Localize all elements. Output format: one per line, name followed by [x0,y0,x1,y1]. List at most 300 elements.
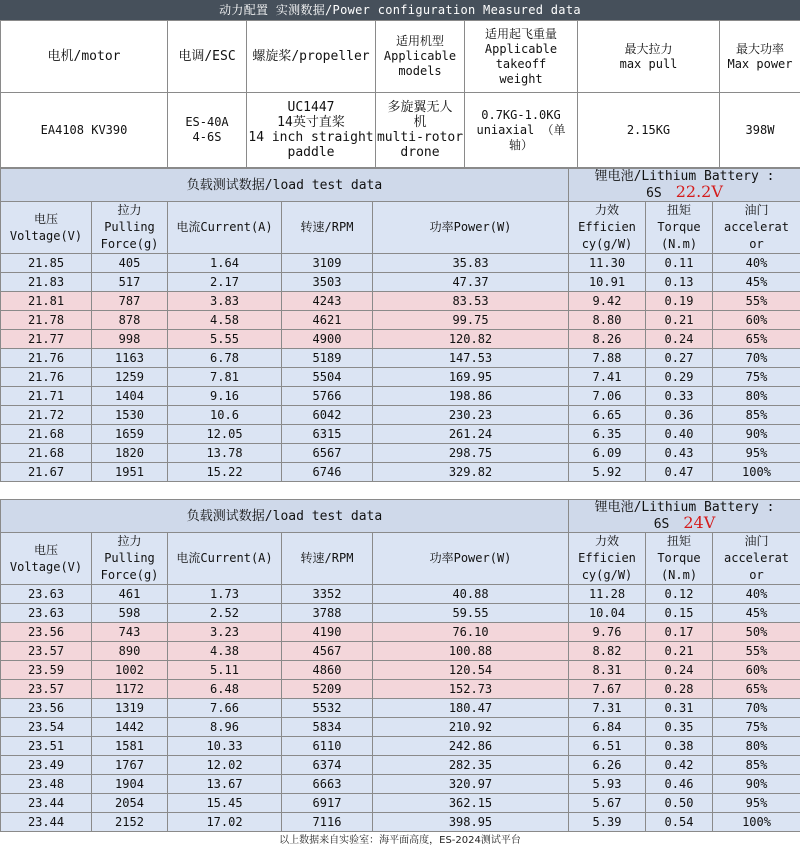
load-test-table [0,168,800,482]
cell-line: Torque [646,219,712,236]
table-row [1,387,800,406]
info-header-cell [465,21,578,93]
table-row [1,775,800,794]
table-cell: 3.83 [168,292,282,311]
table-cell: 100% [713,813,800,832]
table-cell: 3.23 [168,623,282,642]
info-value-cell [168,93,247,168]
table-cell: 21.72 [1,406,92,425]
cell-line: 转速/RPM [282,219,372,236]
cell-line: 14 inch straight [247,130,375,145]
table-cell: 2152 [92,813,168,832]
info-value-cell [247,93,376,168]
table-cell: 1767 [92,756,168,775]
table-cell: 4.58 [168,311,282,330]
table-cell: 0.15 [646,604,713,623]
table-cell: 0.42 [646,756,713,775]
table-cell: 7.31 [569,699,646,718]
table-cell: 70% [713,349,800,368]
table-cell: 10.6 [168,406,282,425]
cell-line: EA4108 KV390 [1,123,167,138]
cell-line: Applicable [376,49,464,64]
table-cell: 7116 [282,813,373,832]
table-cell: 23.51 [1,737,92,756]
table-cell: 21.76 [1,368,92,387]
table-cell: 120.54 [373,661,569,680]
info-header-cell [376,21,465,93]
table-row [1,273,800,292]
battery-label: 锂电池/Lithium Battery : 6S [595,500,775,532]
table-cell: 60% [713,661,800,680]
load-test-table [0,499,800,832]
table-cell: 398.95 [373,813,569,832]
table-cell: 50% [713,623,800,642]
cell-line: Efficien [569,219,645,236]
table-cell: 261.24 [373,425,569,444]
table-cell: 329.82 [373,463,569,482]
cell-line: 油门 [713,202,800,219]
table-cell: 743 [92,623,168,642]
table-cell: 5504 [282,368,373,387]
table-cell: 2.17 [168,273,282,292]
table-cell: 2.52 [168,604,282,623]
cell-line: 轴） [465,138,577,153]
table-row [1,292,800,311]
table-cell: 0.43 [646,444,713,463]
cell-line: Voltage(V) [1,559,91,576]
cell-line: 电压 [1,211,91,228]
table-cell: 21.83 [1,273,92,292]
cell-line: 最大功率 [720,42,800,57]
cell-line: Pulling [92,550,167,567]
cell-line: 适用起飞重量 [465,27,577,42]
table-cell: 90% [713,775,800,794]
table-cell: 23.63 [1,604,92,623]
table-cell: 0.29 [646,368,713,387]
table-cell: 0.40 [646,425,713,444]
column-header [92,533,168,585]
table-cell: 0.13 [646,273,713,292]
cell-line: 电压 [1,542,91,559]
table-cell: 878 [92,311,168,330]
table-cell: 4567 [282,642,373,661]
table-row [1,756,800,775]
table-cell: 152.73 [373,680,569,699]
battery-info [569,500,800,533]
table-cell: 23.48 [1,775,92,794]
table-cell: 23.57 [1,680,92,699]
table-row [1,680,800,699]
table-cell: 83.53 [373,292,569,311]
table-cell: 0.11 [646,254,713,273]
table-cell: 5189 [282,349,373,368]
table-cell: 180.47 [373,699,569,718]
table-row [1,813,800,832]
cell-line: 14英寸直桨 [247,115,375,130]
table-cell: 10.91 [569,273,646,292]
table-cell: 5532 [282,699,373,718]
table-cell: 0.38 [646,737,713,756]
info-header-cell [168,21,247,93]
table-cell: 6315 [282,425,373,444]
cell-line: Force(g) [92,567,167,584]
cell-line: 电流Current(A) [168,219,281,236]
table-cell: 6374 [282,756,373,775]
table-cell: 8.26 [569,330,646,349]
cell-line: models [376,64,464,79]
table-cell: 242.86 [373,737,569,756]
table-cell: 5.67 [569,794,646,813]
column-header [373,202,569,254]
table-cell: 23.44 [1,813,92,832]
table-cell: 17.02 [168,813,282,832]
table-cell: 80% [713,737,800,756]
table-cell: 4621 [282,311,373,330]
cell-line: 机 [376,115,464,130]
cell-line: 力效 [569,533,645,550]
table-cell: 21.68 [1,444,92,463]
footer-note: 以上数据来自实验室：海平面高度，ES-2024测试平台 [0,832,800,849]
table-cell: 23.54 [1,718,92,737]
table-cell: 998 [92,330,168,349]
table-cell: 23.49 [1,756,92,775]
table-cell: 0.50 [646,794,713,813]
table-cell: 405 [92,254,168,273]
column-header [168,202,282,254]
table-cell: 0.33 [646,387,713,406]
table-cell: 23.59 [1,661,92,680]
table-cell: 1820 [92,444,168,463]
table-cell: 0.46 [646,775,713,794]
table-cell: 23.56 [1,623,92,642]
cell-line: Applicable [465,42,577,57]
table-cell: 4190 [282,623,373,642]
table-cell: 7.41 [569,368,646,387]
cell-line: cy(g/W) [569,236,645,253]
info-value-cell [465,93,578,168]
table-row [1,699,800,718]
table-cell: 99.75 [373,311,569,330]
table-cell: 15.45 [168,794,282,813]
table-cell: 70% [713,699,800,718]
column-header [373,533,569,585]
table-row [1,368,800,387]
table-cell: 23.44 [1,794,92,813]
table-cell: 7.67 [569,680,646,699]
cell-line: 扭矩 [646,202,712,219]
page-title: 动力配置 实测数据/Power configuration Measured data [0,0,800,20]
cell-line: drone [376,145,464,160]
table-cell: 320.97 [373,775,569,794]
table-cell: 55% [713,292,800,311]
table-cell: 0.19 [646,292,713,311]
table-cell: 6663 [282,775,373,794]
column-header [646,533,713,585]
table-cell: 5.39 [569,813,646,832]
cell-line: Max power [720,57,800,72]
column-header [713,533,800,585]
table-cell: 6.84 [569,718,646,737]
table-cell: 23.56 [1,699,92,718]
table-cell: 6.48 [168,680,282,699]
table-cell: 8.80 [569,311,646,330]
table-cell: 3352 [282,585,373,604]
table-cell: 210.92 [373,718,569,737]
table-cell: 0.47 [646,463,713,482]
table-row [1,642,800,661]
cell-line: uniaxial （单 [465,123,577,138]
table-cell: 1259 [92,368,168,387]
table-cell: 6.78 [168,349,282,368]
info-value-cell [578,93,720,168]
table-cell: 6746 [282,463,373,482]
table-cell: 5.11 [168,661,282,680]
table-cell: 0.24 [646,661,713,680]
column-header [92,202,168,254]
cell-line: 2.15KG [578,123,719,138]
table-cell: 5.92 [569,463,646,482]
column-header [569,202,646,254]
table-cell: 1442 [92,718,168,737]
cell-line: accelerat [713,550,800,567]
table-row [1,311,800,330]
cell-line: ES-40A [168,115,246,130]
cell-line: max pull [578,57,719,72]
cell-line: or [713,567,800,584]
table-cell: 298.75 [373,444,569,463]
table-cell: 11.30 [569,254,646,273]
section-bar [1,169,800,202]
cell-line: takeoff [465,57,577,72]
cell-line: 力效 [569,202,645,219]
table-row [1,794,800,813]
table-cell: 85% [713,406,800,425]
table-cell: 0.21 [646,311,713,330]
column-header [168,533,282,585]
table-cell: 15.22 [168,463,282,482]
cell-line: 多旋翼无人 [376,100,464,115]
cell-line: 电机/motor [1,49,167,64]
table-cell: 1163 [92,349,168,368]
table-cell: 40% [713,585,800,604]
cell-line: UC1447 [247,100,375,115]
table-cell: 6.35 [569,425,646,444]
table-cell: 0.17 [646,623,713,642]
table-cell: 7.88 [569,349,646,368]
info-header-cell [720,21,800,93]
table-row [1,330,800,349]
table-row [1,463,800,482]
table-cell: 1659 [92,425,168,444]
table-cell: 9.42 [569,292,646,311]
table-cell: 461 [92,585,168,604]
cell-line: (N.m) [646,236,712,253]
info-value-row [1,93,800,168]
cell-line: Pulling [92,219,167,236]
table-row [1,444,800,463]
battery-info [569,169,800,202]
table-cell: 11.28 [569,585,646,604]
cell-line: paddle [247,145,375,160]
table-cell: 3109 [282,254,373,273]
table-cell: 65% [713,680,800,699]
table-cell: 0.35 [646,718,713,737]
cell-line: Voltage(V) [1,228,91,245]
table-cell: 6042 [282,406,373,425]
column-header [569,533,646,585]
table-cell: 2054 [92,794,168,813]
table-cell: 1581 [92,737,168,756]
table-cell: 75% [713,368,800,387]
table-cell: 6567 [282,444,373,463]
cell-line: Torque [646,550,712,567]
table-cell: 1172 [92,680,168,699]
table-cell: 0.28 [646,680,713,699]
table-cell: 100% [713,463,800,482]
table-cell: 282.35 [373,756,569,775]
section-gap [0,482,800,499]
cell-line: 螺旋桨/propeller [247,49,375,64]
table-cell: 1404 [92,387,168,406]
section-label: 负载测试数据/load test data [1,500,569,533]
info-header-cell [578,21,720,93]
table-cell: 787 [92,292,168,311]
table-row [1,737,800,756]
table-row [1,585,800,604]
info-value-cell [1,93,168,168]
table-cell: 76.10 [373,623,569,642]
cell-line: 4-6S [168,130,246,145]
cell-line: 398W [720,123,800,138]
cell-line: 0.7KG-1.0KG [465,108,577,123]
table-cell: 5.93 [569,775,646,794]
table-cell: 1530 [92,406,168,425]
cell-line: Efficien [569,550,645,567]
table-cell: 169.95 [373,368,569,387]
table-cell: 6.26 [569,756,646,775]
cell-line: accelerat [713,219,800,236]
table-row [1,406,800,425]
section-label: 负载测试数据/load test data [1,169,569,202]
table-row [1,623,800,642]
table-cell: 6.65 [569,406,646,425]
table-cell: 0.24 [646,330,713,349]
table-cell: 517 [92,273,168,292]
cell-line: 扭矩 [646,533,712,550]
cell-line: 电调/ESC [168,49,246,64]
battery-voltage: 24V [683,513,715,532]
table-cell: 4243 [282,292,373,311]
table-cell: 5209 [282,680,373,699]
cell-line: (N.m) [646,567,712,584]
table-cell: 12.05 [168,425,282,444]
table-cell: 45% [713,273,800,292]
table-cell: 85% [713,756,800,775]
table-cell: 7.66 [168,699,282,718]
table-cell: 21.81 [1,292,92,311]
table-cell: 8.82 [569,642,646,661]
table-cell: 21.67 [1,463,92,482]
table-cell: 6.51 [569,737,646,756]
table-cell: 13.67 [168,775,282,794]
cell-line: 功率Power(W) [373,550,568,567]
table-cell: 7.81 [168,368,282,387]
column-header [646,202,713,254]
table-cell: 47.37 [373,273,569,292]
table-row [1,254,800,273]
table-cell: 1951 [92,463,168,482]
info-value-cell [720,93,800,168]
table-cell: 0.21 [646,642,713,661]
cell-line: 电流Current(A) [168,550,281,567]
table-row [1,661,800,680]
table-cell: 4900 [282,330,373,349]
table-cell: 75% [713,718,800,737]
column-header [282,533,373,585]
info-header-cell [1,21,168,93]
cell-line: 油门 [713,533,800,550]
table-cell: 40.88 [373,585,569,604]
info-value-cell [376,93,465,168]
info-header-row [1,21,800,93]
column-header-row [1,202,800,254]
battery-voltage: 22.2V [676,182,723,201]
table-cell: 3503 [282,273,373,292]
table-cell: 198.86 [373,387,569,406]
column-header [713,202,800,254]
info-header-cell [247,21,376,93]
cell-line: weight [465,72,577,87]
table-cell: 65% [713,330,800,349]
section-bar [1,500,800,533]
table-cell: 120.82 [373,330,569,349]
table-cell: 40% [713,254,800,273]
table-cell: 9.16 [168,387,282,406]
cell-line: 拉力 [92,533,167,550]
table-cell: 95% [713,444,800,463]
table-cell: 23.57 [1,642,92,661]
table-cell: 55% [713,642,800,661]
cell-line: 最大拉力 [578,42,719,57]
table-cell: 4860 [282,661,373,680]
table-row [1,718,800,737]
table-cell: 6110 [282,737,373,756]
table-row [1,604,800,623]
table-cell: 362.15 [373,794,569,813]
cell-line: or [713,236,800,253]
table-cell: 3788 [282,604,373,623]
table-cell: 147.53 [373,349,569,368]
column-header [1,202,92,254]
table-cell: 90% [713,425,800,444]
config-table [0,20,800,168]
table-cell: 21.85 [1,254,92,273]
cell-line: cy(g/W) [569,567,645,584]
table-cell: 21.77 [1,330,92,349]
cell-line: 适用机型 [376,34,464,49]
table-cell: 95% [713,794,800,813]
table-cell: 0.54 [646,813,713,832]
table-cell: 1002 [92,661,168,680]
table-cell: 35.83 [373,254,569,273]
table-cell: 890 [92,642,168,661]
table-cell: 13.78 [168,444,282,463]
cell-line: 转速/RPM [282,550,372,567]
table-cell: 12.02 [168,756,282,775]
table-cell: 4.38 [168,642,282,661]
table-cell: 10.04 [569,604,646,623]
table-cell: 6.09 [569,444,646,463]
